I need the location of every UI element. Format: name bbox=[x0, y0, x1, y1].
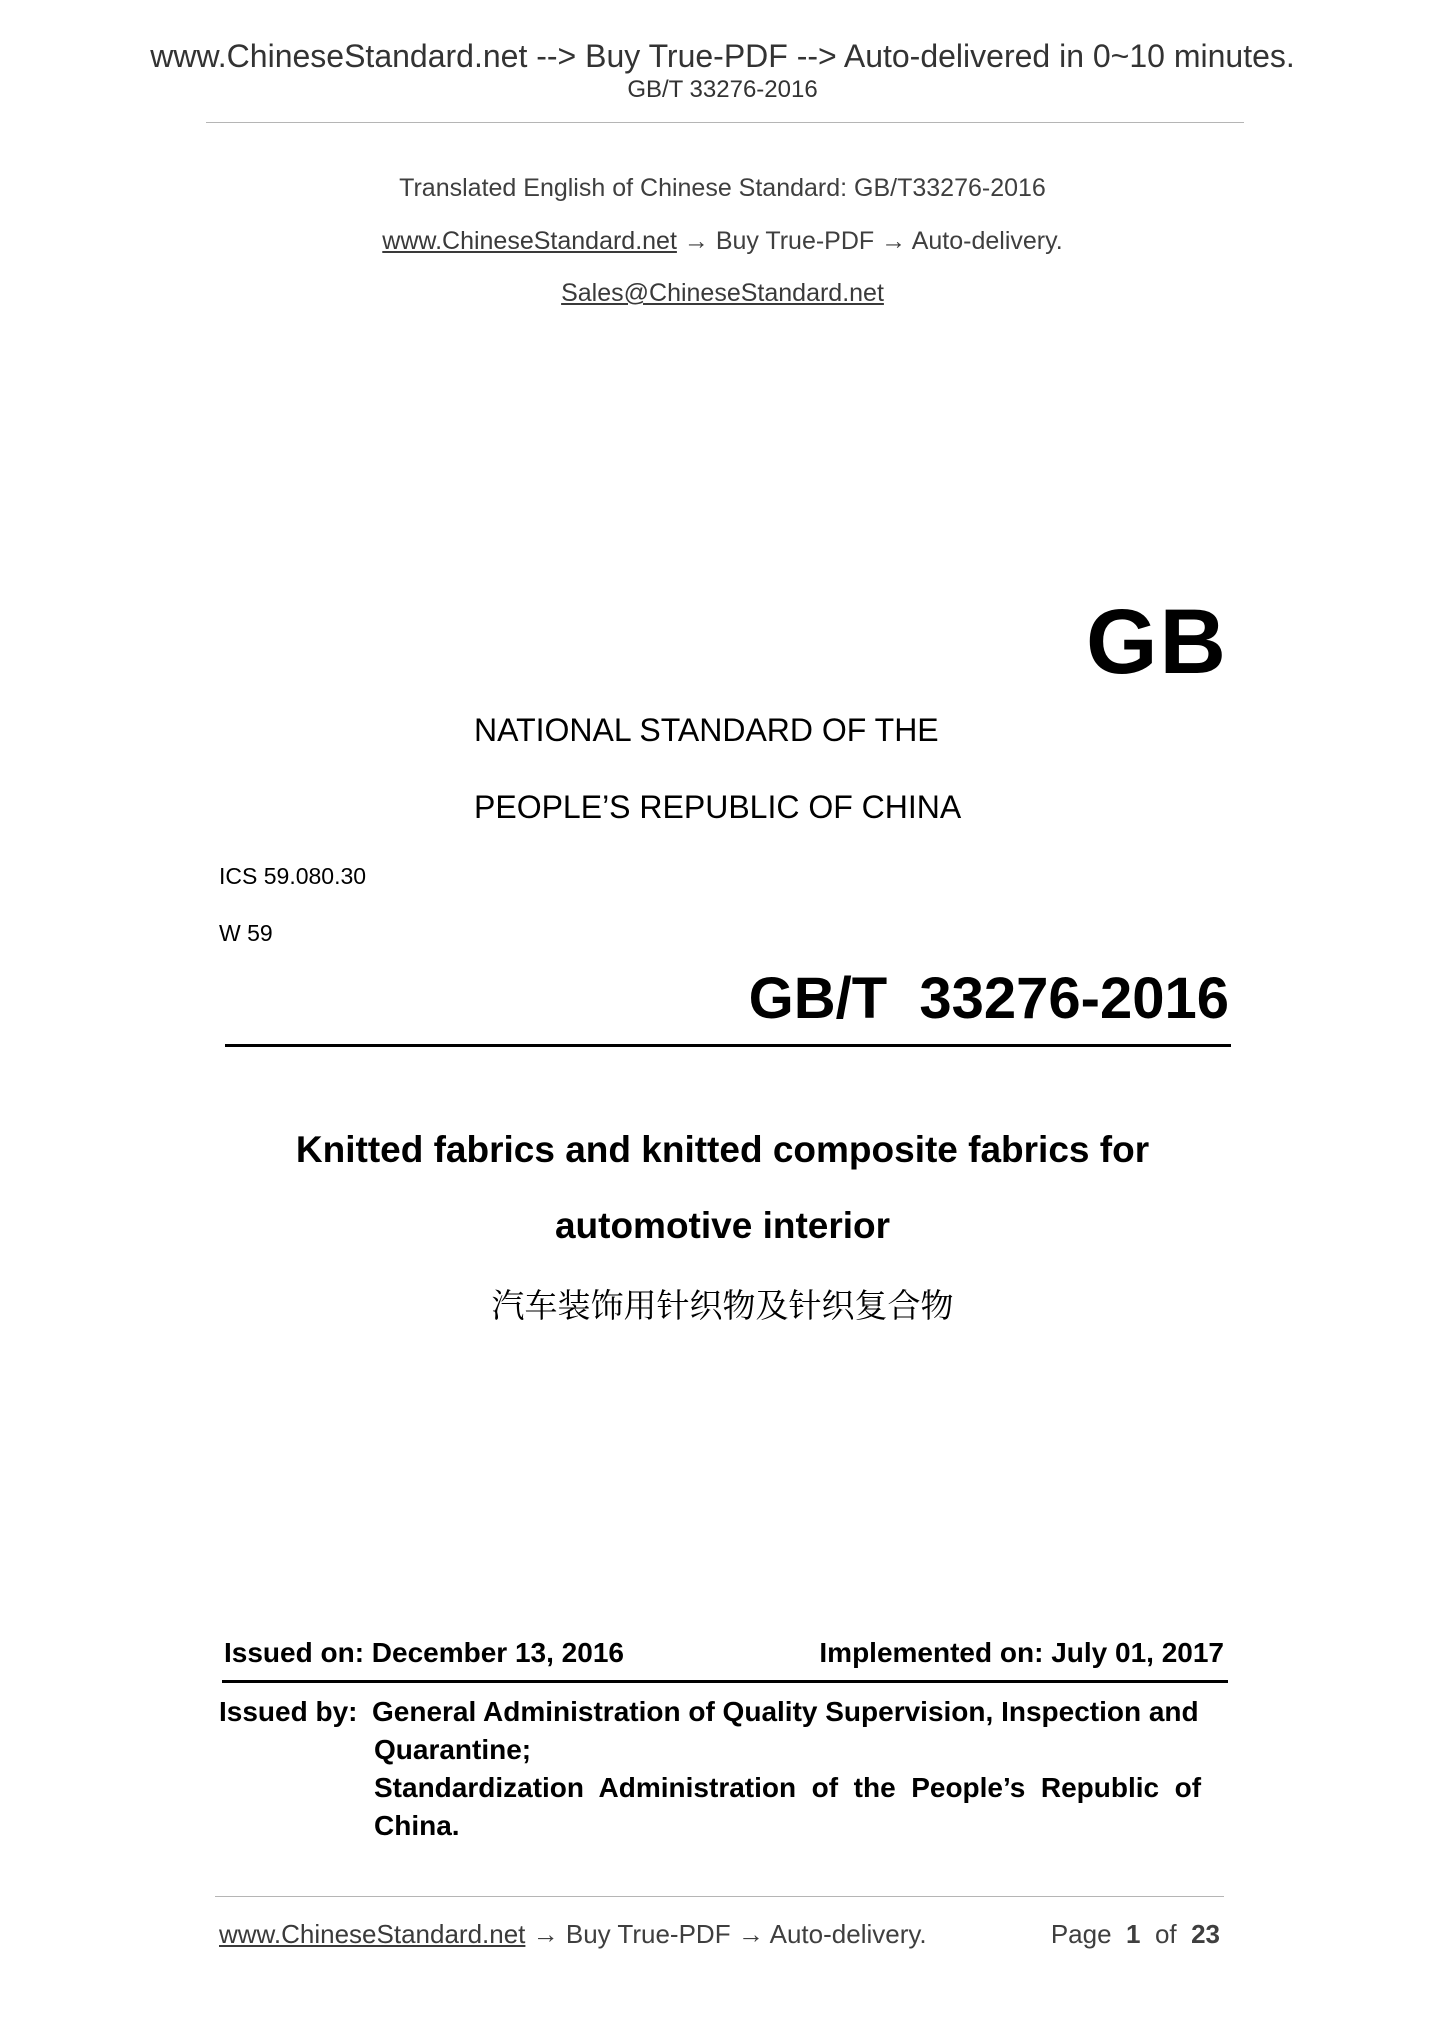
page-total: 23 bbox=[1191, 1919, 1220, 1949]
buy-text: Buy True-PDF bbox=[715, 227, 875, 255]
issued-on: Issued on: December 13, 2016 bbox=[224, 1637, 624, 1668]
site-link[interactable]: www.ChineseStandard.net bbox=[382, 227, 677, 255]
standard-number: GB/T 33276-2016 bbox=[748, 966, 1229, 1031]
arrow-right-icon: → bbox=[737, 1919, 764, 1949]
title-en-line2: automotive interior bbox=[554, 1205, 891, 1246]
national-standard-line1: NATIONAL STANDARD OF THE bbox=[474, 712, 939, 748]
title-en-line1: Knitted fabrics and knitted composite fabrics for bbox=[295, 1129, 1150, 1170]
header-doc-code: GB/T 33276-2016 bbox=[627, 76, 818, 103]
page-indicator bbox=[1051, 1919, 1220, 1950]
of-label: of bbox=[1154, 1919, 1177, 1949]
national-standard-line2: PEOPLE’S REPUBLIC OF CHINA bbox=[474, 789, 962, 825]
dates-rule bbox=[222, 1680, 1228, 1683]
arrow-right-icon: → bbox=[881, 227, 907, 255]
issuer-line3: Standardization Administration of the People’s Republic of bbox=[374, 1772, 1202, 1803]
footer-delivery-text: Auto-delivery. bbox=[769, 1919, 927, 1949]
title-zh: 汽车装饰用针织物及针织复合物 bbox=[491, 1286, 954, 1325]
issuer-label: Issued by: bbox=[219, 1696, 358, 1727]
page-number: 1 bbox=[1126, 1919, 1141, 1949]
issuer-line1: General Administration of Quality Supervision, Inspection and bbox=[372, 1696, 1199, 1727]
translated-line: Translated English of Chinese Standard: GB/T33276-2016 bbox=[399, 174, 1046, 202]
page-label: Page bbox=[1050, 1919, 1112, 1949]
issuer-line2: Quarantine; bbox=[374, 1734, 532, 1765]
arrow-right-icon: → bbox=[532, 1919, 559, 1949]
standard-number-rule bbox=[225, 1044, 1231, 1047]
footer-divider bbox=[215, 1896, 1224, 1897]
footer-site-link[interactable]: www.ChineseStandard.net bbox=[219, 1919, 526, 1949]
footer-buy-line bbox=[219, 1919, 927, 1950]
top-banner: www.ChineseStandard.net --> Buy True-PDF --> Auto-delivered in 0~10 minutes. bbox=[150, 38, 1295, 74]
arrow-right-icon: → bbox=[683, 227, 709, 255]
email-line bbox=[0, 279, 1445, 308]
implemented-on: Implemented on: July 01, 2017 bbox=[819, 1637, 1224, 1668]
intro-buy-line bbox=[0, 227, 1445, 256]
header-divider bbox=[206, 122, 1244, 123]
w-code: W 59 bbox=[219, 920, 273, 946]
gb-mark: GB bbox=[1086, 591, 1228, 693]
email-link[interactable]: Sales@ChineseStandard.net bbox=[561, 279, 884, 307]
footer-buy-text: Buy True-PDF bbox=[565, 1919, 731, 1949]
delivery-text: Auto-delivery. bbox=[911, 227, 1063, 255]
issuer-line4: China. bbox=[374, 1810, 460, 1841]
ics-code: ICS 59.080.30 bbox=[219, 863, 367, 889]
